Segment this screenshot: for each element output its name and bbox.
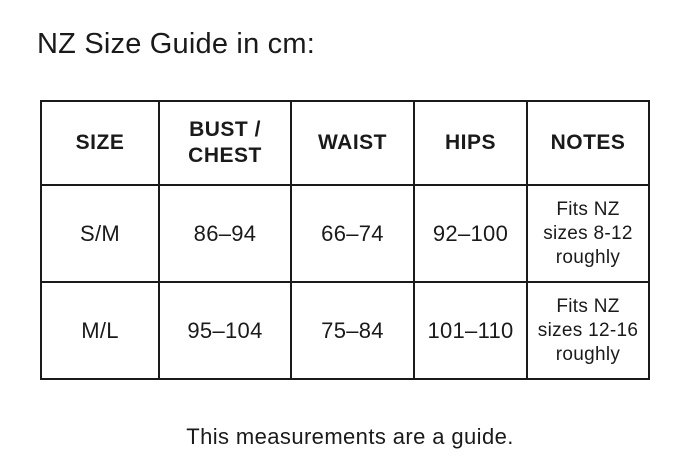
- cell-waist: 75–84: [291, 282, 414, 379]
- size-guide-table: [40, 100, 650, 380]
- cell-bust-chest: 95–104: [159, 282, 291, 379]
- table-row: [41, 282, 649, 379]
- footer-note: This measurements are a guide.: [186, 424, 514, 449]
- cell-notes: Fits NZ sizes 12-16 roughly: [527, 282, 649, 379]
- cell-hips: 92–100: [414, 185, 527, 282]
- cell-bust-chest: 86–94: [159, 185, 291, 282]
- cell-hips: 101–110: [414, 282, 527, 379]
- cell-size: M/L: [41, 282, 159, 379]
- header-notes: NOTES: [527, 101, 649, 185]
- header-size: SIZE: [41, 101, 159, 185]
- cell-waist: 66–74: [291, 185, 414, 282]
- header-bust-chest: BUST / CHEST: [159, 101, 291, 185]
- table-header-row: [41, 101, 649, 185]
- header-hips: HIPS: [414, 101, 527, 185]
- header-waist: WAIST: [291, 101, 414, 185]
- cell-notes: Fits NZ sizes 8-12 roughly: [527, 185, 649, 282]
- page-title: NZ Size Guide in cm:: [37, 28, 315, 60]
- table-row: [41, 185, 649, 282]
- cell-size: S/M: [41, 185, 159, 282]
